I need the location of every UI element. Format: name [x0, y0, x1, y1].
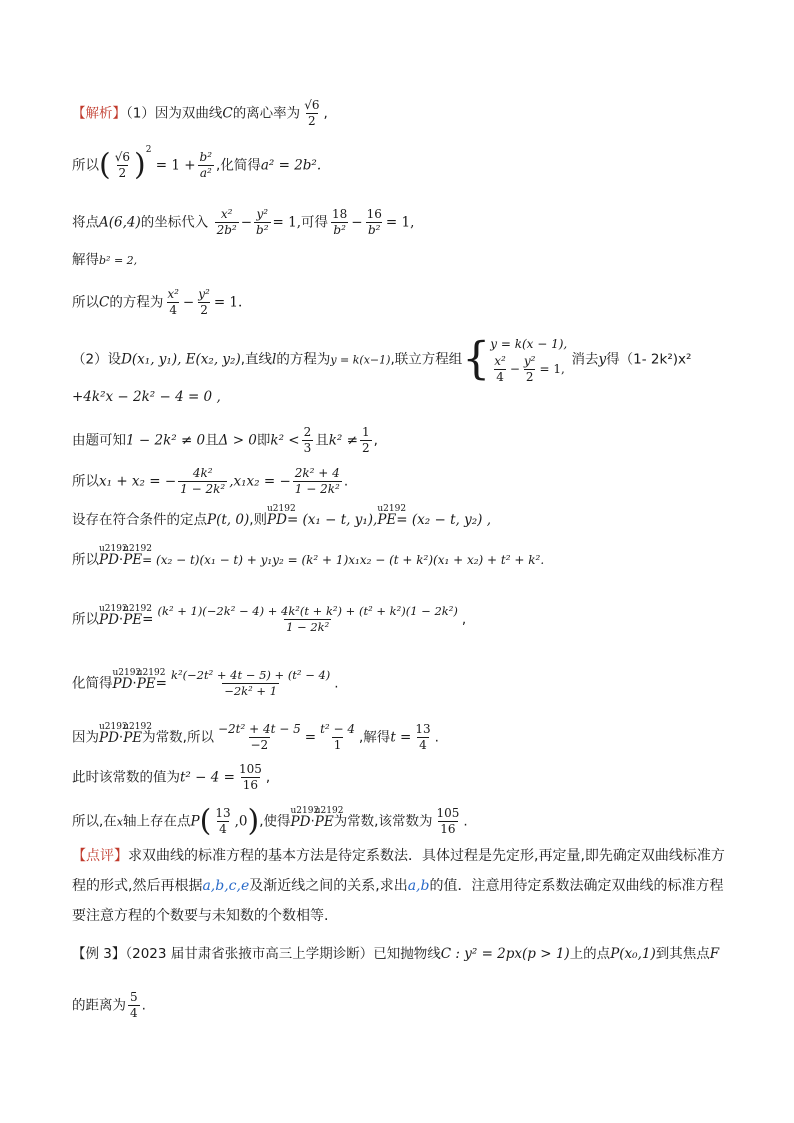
text: 所以: [72, 552, 99, 568]
math: = (x₁ − t, y₁),: [286, 512, 378, 528]
math: y = k(x−1): [330, 353, 391, 367]
vector-pe: u2192 PE: [123, 728, 142, 748]
paren: (: [199, 803, 212, 839]
text: ,: [265, 769, 271, 786]
solution-line-2: 所以( $\frac{√6}{2}$ )$^2$ = 1 + $\frac{\text{b²}}{\text{a²}}$ ,化简得a² = 2b².: [72, 145, 322, 183]
fraction: [215, 207, 239, 238]
math: ·: [118, 729, 124, 746]
text: 设存在符合条件的定点: [72, 512, 207, 528]
math: a,b: [407, 878, 430, 894]
math: ·: [310, 813, 315, 830]
math: = 1,: [385, 214, 415, 231]
solution-line-3: 将点A(6,4)的坐标代入 $\frac{\text{x²}}{\text{2b²}}$ − $\frac{\text{y²}}{\text{b²}}$ = 1,可得 $\frac{18}{\text{b²}}$ − $\frac{16}{\text{b²}}$ = 1,: [72, 207, 415, 237]
text: 到其焦点: [655, 946, 710, 962]
text: .: [141, 997, 146, 1014]
vector-pe: u2192 PE: [315, 812, 334, 832]
vector-pe: u2192 PE: [123, 550, 142, 570]
fraction-denominator: b²: [367, 223, 381, 237]
text: ,联立方程组: [390, 351, 463, 368]
solution-line-5: 所以C的方程为 $\frac{\text{x²}}{4}$ − $\frac{\text{y²}}{2}$ = 1.: [72, 287, 243, 317]
paren: (: [99, 147, 111, 183]
math: ,x₁x₂ = −: [229, 473, 291, 490]
text: 即: [256, 432, 271, 449]
text: 程的形式,然后再根据: [72, 878, 203, 894]
math: x₁ + x₂ = −: [99, 473, 177, 490]
text: 所以: [72, 294, 99, 311]
math: =: [142, 611, 154, 628]
text: 为常数,该常数为: [333, 813, 433, 830]
text: 要注意方程的个数要与未知数的个数相等.: [72, 908, 329, 924]
solution-line-7: [72, 387, 734, 407]
text: ,: [373, 432, 378, 449]
comment-tag: 【点评】: [72, 848, 128, 864]
system-line-2: $\frac{\text{x²}}{4}$ − $\frac{\text{y²}}{2}$ = 1,: [494, 354, 565, 384]
text: ,: [461, 611, 467, 628]
system-line-1: y = k(x − 1),: [490, 337, 568, 351]
math: ,0: [234, 813, 248, 830]
math: = 1.: [213, 294, 243, 311]
text: 此时该常数的值为: [72, 769, 180, 786]
solution-line-16: [72, 803, 734, 839]
math: y: [598, 351, 607, 368]
fraction: [198, 150, 215, 181]
math: Δ > 0: [218, 432, 257, 449]
fraction-denominator: 2b²: [216, 223, 237, 237]
text: 求双曲线的标准方程的基本方法是待定系数法．具体过程是先定形,再定量,即先确定双曲线标准方: [128, 848, 725, 864]
text: 的值．注意用待定系数法确定双曲线的标准方程: [429, 878, 724, 894]
fraction-denominator: 2: [118, 166, 127, 180]
math: ·: [132, 675, 137, 692]
solution-line-11: [72, 550, 734, 570]
math: D(x₁, y₁), E(x₂, y₂): [121, 351, 241, 368]
solution-line-13: [72, 668, 734, 699]
fraction: $\frac{\text{(k² + 1)(−2k² − 4) + 4k²(t + k²) + (t² + k²)(1 − 2k²)}}{\text{1 − 2k²}}$: [157, 604, 458, 634]
fraction-numerator: 18: [332, 207, 348, 221]
text: 所以,在: [72, 813, 117, 830]
text: （1）因为双曲线: [126, 105, 223, 122]
text: 得（1- 2k²)x²: [606, 351, 692, 368]
solution-line-6: [72, 334, 734, 385]
math: =: [304, 729, 317, 746]
math: ·: [118, 611, 124, 628]
vector-pe: u2192 PE: [137, 674, 156, 694]
text: 的离心率为: [232, 105, 301, 122]
fraction: [196, 287, 212, 318]
solution-line-8: [72, 425, 734, 456]
solution-tag: 【解析】: [72, 105, 126, 122]
paren: ): [134, 147, 146, 183]
text: 因为: [72, 729, 99, 746]
vector-pe: u2192 PE: [123, 610, 142, 630]
text: 的方程为: [276, 351, 331, 368]
math: −: [240, 214, 253, 231]
fraction-numerator: 16: [366, 207, 382, 221]
vector-pd: u2192 PD: [99, 550, 119, 570]
text: 所以: [72, 611, 99, 628]
text: 所以: [72, 473, 99, 490]
text: .: [463, 813, 468, 830]
text: ,直线: [240, 351, 273, 368]
math: b² = 2,: [99, 254, 138, 267]
math: C: [222, 105, 233, 122]
text: ,使得: [259, 813, 291, 830]
solution-line-14: [72, 722, 734, 753]
fraction: $\frac{2}{3}$: [303, 425, 312, 455]
text: 且: [315, 432, 329, 449]
math: =: [155, 675, 167, 692]
fraction: $\frac{\text{2k² + 4}}{\text{1 − 2k²}}$: [294, 466, 340, 496]
vector-pd: u2192 PD: [113, 674, 133, 694]
paren: ): [247, 803, 260, 839]
math: a,b,c,e: [202, 878, 250, 894]
math: A(6,4): [99, 214, 141, 231]
fraction: $\frac{1}{2}$: [361, 425, 370, 455]
math: C : y² = 2px(p > 1): [440, 946, 570, 962]
math: l: [272, 351, 277, 368]
solution-line-12: [72, 604, 734, 635]
fraction: $\frac{13}{4}$: [415, 722, 431, 752]
text: （2）设: [72, 351, 122, 368]
fraction: $\frac{105}{16}$: [238, 762, 262, 792]
text: 解得: [72, 252, 99, 268]
text: 的坐标代入: [140, 214, 209, 231]
fraction-numerator: b²: [199, 150, 213, 164]
example-3-line-2: [72, 990, 734, 1021]
fraction: [113, 150, 132, 181]
fraction: $\frac{5}{4}$: [130, 990, 138, 1020]
text: 消去: [571, 351, 599, 368]
solution-line-9: [72, 466, 734, 497]
text: .: [434, 729, 439, 746]
text: 上的点: [569, 946, 611, 962]
text: ,化简得: [216, 157, 261, 174]
fraction: $\frac{\text{4k²}}{\text{1 − 2k²}}$: [180, 466, 226, 496]
text: 轴上存在点: [123, 813, 191, 830]
fraction-numerator: x²: [220, 207, 233, 221]
equation-system: [490, 334, 567, 385]
fraction: $\frac{\text{−2t² + 4t − 5}}{-2}$: [217, 722, 301, 752]
vector-pe: u2192 PE: [377, 510, 396, 530]
text: 由题可知: [72, 432, 126, 449]
text: .: [334, 675, 339, 692]
fraction: $\frac{13}{4}$: [215, 806, 231, 836]
text: 将点: [72, 214, 99, 231]
math: P: [190, 813, 200, 830]
fraction-numerator: √6: [114, 150, 130, 164]
fraction-numerator: y²: [256, 207, 269, 221]
math: = 1 +: [155, 157, 196, 174]
fraction: [302, 98, 321, 129]
fraction-denominator: 2: [200, 303, 208, 317]
math: = (x₂ − t, y₂) ,: [396, 512, 491, 528]
text: 【例 3】（2023 届甘肃省张掖市高三上学期诊断）已知抛物线: [72, 946, 441, 962]
math: k² ≠: [328, 432, 358, 449]
math: a² = 2b².: [260, 157, 322, 174]
text: 且: [205, 432, 219, 449]
fraction: $\frac{\text{k²(−2t² + 4t − 5) + (t² − 4)}}{\text{−2k² + 1}}$: [170, 668, 331, 698]
fraction: [365, 207, 384, 238]
fraction: $\frac{\text{t² − 4}}{1}$: [320, 722, 356, 752]
fraction-denominator: a²: [199, 166, 212, 180]
fraction-denominator: 2: [308, 114, 316, 128]
math: ·: [118, 552, 124, 568]
text: 所以: [72, 157, 99, 174]
text: 为常数,所以: [142, 729, 214, 746]
solution-line-4: [72, 250, 734, 271]
vector-pd: u2192 PD: [99, 728, 119, 748]
text: ,则: [249, 512, 268, 528]
solution-line-15: [72, 762, 734, 793]
vector-pd: u2192 PD: [291, 812, 311, 832]
example-3-line-1: [72, 944, 734, 964]
math: t =: [390, 729, 412, 746]
fraction-numerator: x²: [167, 287, 179, 301]
fraction: [330, 207, 349, 238]
fraction-denominator: 4: [169, 303, 177, 317]
math: x: [116, 815, 124, 829]
text: .: [343, 473, 349, 490]
fraction-numerator: y²: [198, 287, 210, 301]
math: 1 − 2k² ≠ 0: [126, 432, 206, 449]
fraction: [165, 287, 181, 318]
vector-pd: u2192 PD: [267, 510, 287, 530]
fraction: [254, 207, 271, 238]
text: ,解得: [359, 729, 391, 746]
solution-line-10: [72, 510, 734, 530]
solution-line-1: [72, 98, 734, 129]
fraction-numerator: √6: [304, 98, 320, 112]
math: F: [709, 946, 720, 962]
comment-block: [72, 841, 734, 931]
fraction: $\frac{105}{16}$: [436, 806, 460, 836]
system-brace: {: [462, 333, 491, 385]
text: 的距离为: [72, 997, 126, 1014]
text: ,: [323, 105, 328, 122]
math: P(x₀,1): [610, 946, 656, 962]
fraction-denominator: b²: [333, 223, 346, 237]
text: 及渐近线之间的关系,求出: [249, 878, 408, 894]
math: P(t, 0): [207, 512, 250, 528]
math: t² − 4 =: [180, 769, 235, 786]
text: 的方程为: [109, 294, 164, 311]
math: k² <: [270, 432, 300, 449]
vector-pd: u2192 PD: [99, 610, 119, 630]
math: = 1,可得: [272, 214, 328, 231]
math: +4k²x − 2k² − 4 = 0 ,: [72, 389, 221, 405]
math: = (x₂ − t)(x₁ − t) + y₁y₂ = (k² + 1)x₁x₂ − (t + k²)(x₁ + x₂) + t² + k².: [142, 553, 545, 567]
text: 化简得: [72, 675, 113, 692]
math: C: [99, 294, 110, 311]
fraction-denominator: b²: [256, 223, 269, 237]
